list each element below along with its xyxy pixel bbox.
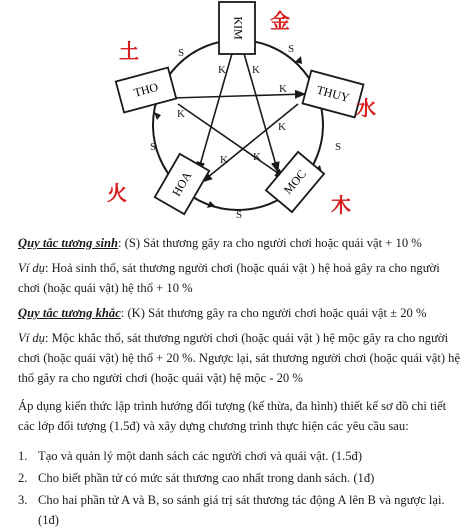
example-sinh-text: : Hoả sinh thổ, sát thương người chơi (hoặc quái vật ) hệ hoả gây ra cho người chơi (hoặc quái vật) hệ thổ + 10 %: [18, 261, 440, 295]
edge-label-k: K: [253, 151, 261, 163]
rule-khac: [18, 303, 463, 323]
rule-sinh-label: Quy tắc tương sinh: [18, 236, 119, 250]
edge-label-s: S: [150, 141, 157, 153]
node-kim-label: KIM: [231, 16, 246, 40]
rule-khac-label: Quy tắc tương khắc: [18, 306, 121, 320]
edge-label-k: K: [220, 154, 228, 166]
edge-label-k: K: [278, 121, 286, 133]
node-kim: [219, 2, 255, 54]
node-tho-label: THO: [132, 79, 160, 100]
han-character-kim: 金: [270, 9, 290, 33]
edge-label-k: K: [279, 83, 287, 95]
han-character-thuy: 水: [356, 96, 376, 120]
edge-label-s: S: [236, 209, 243, 221]
assignment-text: Áp dụng kiến thức lập trình hướng đối tượng (kế thừa, đa hình) thiết kế sơ đồ chi tiết các lớp đối tượng (1.5đ) và xây dựng chương trình thực hiện các yêu cầu sau:: [18, 399, 447, 433]
node-hoa-label: HOA: [169, 169, 195, 199]
edge-label-k: K: [218, 64, 226, 76]
five-elements-diagram: [0, 0, 475, 228]
edge-label-k: K: [177, 108, 185, 120]
example-khac: [18, 328, 463, 388]
list-text: Cho hai phần tử A và B, so sánh giá trị sát thương tác động A lên B và ngược lại. (1đ): [38, 493, 445, 527]
list-text: Cho biết phần tử có mức sát thương cao nhất trong danh sách. (1đ): [38, 471, 375, 485]
edge-label-s: S: [335, 141, 342, 153]
node-thuy-label: THUY: [315, 82, 351, 105]
edge-label-s: S: [178, 47, 185, 59]
list-number: 3.: [18, 493, 28, 507]
list-number: 1.: [18, 449, 28, 463]
list-number: 2.: [18, 471, 28, 485]
example-sinh: [18, 258, 463, 298]
edge-label-k: K: [252, 64, 260, 76]
han-character-tho: 土: [119, 39, 139, 63]
han-character-hoa: 火: [107, 181, 127, 205]
node-tho: [116, 68, 176, 113]
list-text: Tạo và quản lý một danh sách các người chơi và quái vật. (1.5đ): [38, 449, 363, 463]
example-khac-label: Ví dụ: [18, 331, 45, 345]
rule-sinh-text: : (S) Sát thương gây ra cho người chơi hoặc quái vật + 10 %: [118, 236, 422, 250]
rule-sinh: [18, 233, 463, 253]
han-character-moc: 木: [331, 193, 351, 217]
node-thuy: [303, 71, 364, 118]
rule-khac-text: : (K) Sát thương gây ra cho người chơi hoặc quái vật ± 20 %: [120, 306, 427, 320]
node-moc-label: MOC: [280, 166, 309, 197]
edge-label-s: S: [288, 43, 295, 55]
example-khac-text: : Mộc khắc thổ, sát thương người chơi (hoặc quái vật ) hệ mộc gây ra cho người chơi (hoặc quái vật) hệ thổ + 20 %. Ngược lại, sát thương người chơi (hoặc quái vật) hệ thổ gây ra cho người chơi (hoặc quái vật) hệ mộc - 20 %: [18, 331, 461, 385]
example-sinh-label: Ví dụ: [18, 261, 45, 275]
